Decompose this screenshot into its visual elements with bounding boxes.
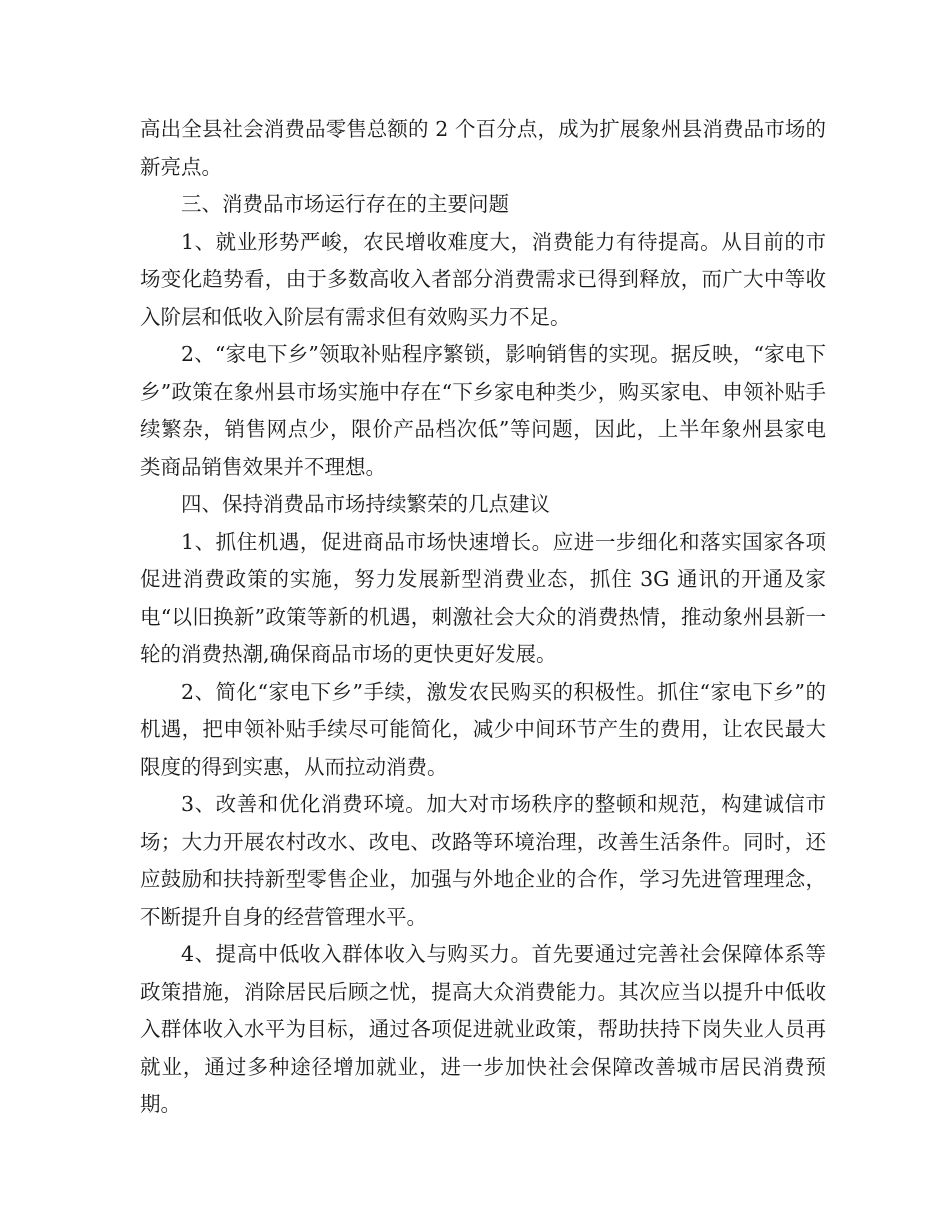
- paragraph-suggestion-3: 3、改善和优化消费环境。加大对市场秩序的整顿和规范，构建诚信市场；大力开展农村改水、改电、改路等环境治理，改善生活条件。同时，还应鼓励和扶持新型零售企业，加强与外地企业的合作，学习先进管理理念，不断提升自身的经营管理水平。: [140, 792, 826, 929]
- section-heading-suggestions: 四、保持消费品市场持续繁荣的几点建议: [181, 492, 550, 516]
- paragraph-problem-2: 2、“家电下乡”领取补贴程序繁锁，影响销售的实现。据反映，“家电下乡”政策在象州县市场实施中存在“下乡家电种类少，购买家电、申领补贴手续繁杂，销售网点少，限价产品档次低”等问题，因此，上半年象州县家电类商品销售效果并不理想。: [140, 342, 826, 479]
- paragraph-continuation: 高出全县社会消费品零售总额的 2 个百分点，成为扩展象州县消费品市场的新亮点。: [140, 117, 826, 179]
- paragraph-problem-1: 1、就业形势严峻，农民增收难度大，消费能力有待提高。从目前的市场变化趋势看，由于多数高收入者部分消费需求已得到释放，而广大中等收入阶层和低收入阶层有需求但有效购买力不足。: [140, 229, 826, 329]
- paragraph-suggestion-1: 1、抓住机遇，促进商品市场快速增长。应进一步细化和落实国家各项促进消费政策的实施，努力发展新型消费业态，抓住 3G 通讯的开通及家电“以旧换新”政策等新的机遇，刺激社会大众的消费热情，推动象州县新一轮的消费热潮,确保商品市场的更快更好发展。: [140, 529, 826, 666]
- document-body: [140, 111, 826, 1124]
- paragraph-suggestion-2: 2、简化“家电下乡”手续，激发农民购买的积极性。抓住“家电下乡”的机遇，把申领补贴手续尽可能简化，减少中间环节产生的费用，让农民最大限度的得到实惠，从而拉动消费。: [140, 679, 826, 779]
- paragraph-suggestion-4: 4、提高中低收入群体收入与购买力。首先要通过完善社会保障体系等政策措施，消除居民后顾之忧，提高大众消费能力。其次应当以提升中低收入群体收入水平为目标，通过各项促进就业政策，帮助扶持下岗失业人员再就业，通过多种途径增加就业，进一步加快社会保障改善城市居民消费预期。: [140, 942, 826, 1116]
- section-heading-problems: 三、消费品市场运行存在的主要问题: [181, 192, 509, 216]
